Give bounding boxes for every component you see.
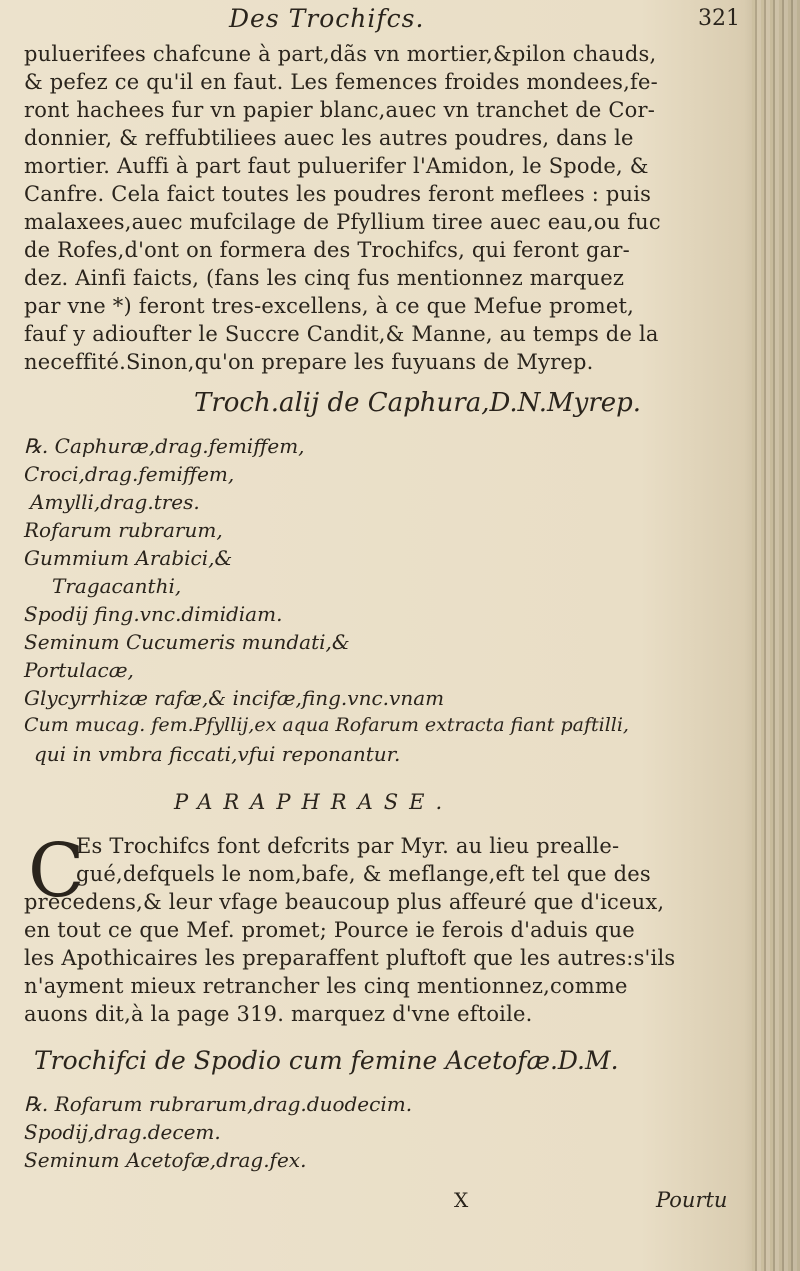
body-line: malaxees,auec mufcilage de Pfyllium tiree auec eau,ou fuc [24, 210, 661, 234]
body-line: ront hachees fur vn papier blanc,auec vn tranchet de Cor- [24, 98, 656, 122]
signature-mark: X [454, 1188, 469, 1212]
body-line: auons dit,à la page 319. marquez d'vne eftoile. [24, 1002, 533, 1026]
recipe-line: qui in vmbra ficcati,vfui reponantur. [34, 742, 401, 766]
paraphrase-heading: PARAPHRASE. [174, 790, 454, 814]
drop-cap: C [28, 828, 85, 914]
body-line: gué,defquels le nom,bafe, & meflange,eft tel que des [76, 862, 651, 886]
body-line: n'ayment mieux retrancher les cinq mentionnez,comme [24, 974, 628, 998]
body-line: mortier. Auffi à part faut puluerifer l'Amidon, le Spode, & [24, 154, 649, 178]
running-head: Des Trochifcs. [229, 4, 425, 33]
body-line: neceffité.Sinon,qu'on prepare les fuyuans de Myrep. [24, 350, 594, 374]
body-line: Canfre. Cela faict toutes les poudres feront meflees : puis [24, 182, 652, 206]
recipe-line: Gummium Arabici,& [24, 546, 233, 570]
recipe-line: Tragacanthi, [52, 574, 182, 598]
body-line: les Apothicaires les preparaffent pluftoft que les autres:s'ils [24, 946, 676, 970]
recipe-line: Glycyrrhizæ rafæ,& incifæ,fing.vnc.vnam [24, 686, 445, 710]
recipe-line: Portulacæ, [24, 658, 134, 682]
body-line: en tout ce que Mef. promet; Pource ie ferois d'aduis que [24, 918, 635, 942]
page-number: 321 [698, 6, 740, 31]
recipe-line: Seminum Cucumeris mundati,& [24, 630, 350, 654]
body-line: puluerifees chafcune à part,dãs vn mortier,&pilon chauds, [24, 42, 657, 66]
page-gutter-edge [752, 0, 800, 1271]
recipe-line: ℞. Rofarum rubrarum,drag.duodecim. [24, 1092, 413, 1116]
catchword: Pourtu [656, 1188, 728, 1212]
body-line: donnier, & reffubtiliees auec les autres poudres, dans le [24, 126, 634, 150]
recipe-line: ℞. Caphuræ,drag.femiffem, [24, 434, 305, 458]
body-line: par vne *) feront tres-excellens, à ce que Mefue promet, [24, 294, 635, 318]
recipe-line: Croci,drag.femiffem, [24, 462, 235, 486]
body-line: fauf y adioufter le Succre Candit,& Manne, au temps de la [24, 322, 659, 346]
body-line: de Rofes,d'ont on formera des Trochifcs, qui feront gar- [24, 238, 630, 262]
recipe-line: Rofarum rubrarum, [24, 518, 223, 542]
recipe-title: Troch.alij de Caphura,D.N.Myrep. [194, 388, 642, 418]
body-line: Es Trochifcs font defcrits par Myr. au lieu prealle- [76, 834, 620, 858]
recipe-line: Amylli,drag.tres. [30, 490, 200, 514]
recipe-line: Spodij fing.vnc.dimidiam. [24, 602, 283, 626]
recipe-line: Cum mucag. fem.Pfyllij,ex aqua Rofarum extracta fiant paftilli, [24, 714, 629, 736]
body-line: precedens,& leur vfage beaucoup plus affeuré que d'iceux, [24, 890, 665, 914]
body-line: dez. Ainfi faicts, (fans les cinq fus mentionnez marquez [24, 266, 625, 290]
recipe-line: Spodij,drag.decem. [24, 1120, 221, 1144]
page-header [24, 4, 744, 38]
recipe-title: Trochifci de Spodio cum femine Acetofæ.D.M. [34, 1046, 619, 1075]
recipe-line: Seminum Acetofæ,drag.fex. [24, 1148, 307, 1172]
body-line: & pefez ce qu'il en faut. Les femences froides mondees,fe- [24, 70, 658, 94]
